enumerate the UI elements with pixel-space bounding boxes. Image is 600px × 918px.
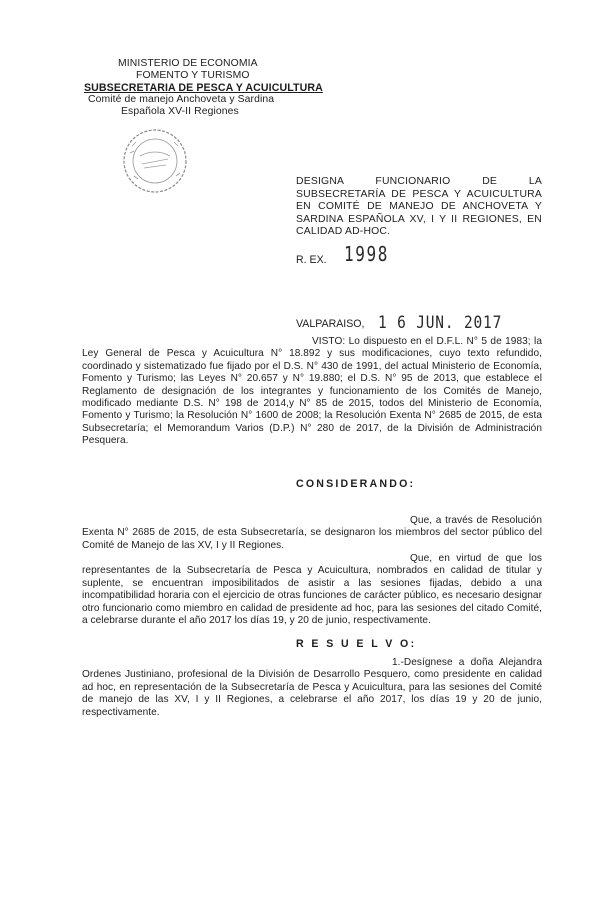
resuelvo-paragraph-1 xyxy=(82,657,542,719)
resolution-subject: DESIGNA FUNCIONARIO DE LA SUBSECRETARÍA DE PESCA Y ACUICULTURA EN COMITÉ DE MANEJO DE ANCHOVETA Y SARDINA ESPAÑOLA XV, I Y II REGIONES, EN CALIDAD AD-HOC. xyxy=(296,176,542,238)
subsecretaria-name: SUBSECRETARIA DE PESCA Y ACUICULTURA xyxy=(84,82,323,94)
considerando-paragraph-2 xyxy=(82,553,542,627)
date-stamp: 1 6 JUN. 2017 xyxy=(378,313,503,333)
committee-name: Comité de manejo Anchoveta y Sardina xyxy=(88,94,275,105)
considerando-text-1: Que, a través de Resolución Exenta N° 2685 de 2015, de esta Subsecretaría, se designaron los miembros del sector público del Comité de Manejo de las XV, I y II Regiones. xyxy=(82,515,542,551)
ministry-subtitle: FOMENTO Y TURISMO xyxy=(136,70,250,81)
resuelvo-text-1: 1.-Desígnese a doña Alejandra Ordenes Justiniano, profesional de la División de Desarrollo Pesquero, como presidente en calidad ad hoc, en representación de la Subsecretaría de Pesca y Acuicultura, para las sesiones del Comité de manejo de las XV, I y II Regiones, a celebrarse el año 2017, los días 19 y 20 de junio, respectivamente. xyxy=(82,657,542,718)
resuelvo-heading: R E S U E L V O: xyxy=(296,638,417,650)
official-seal-stamp-icon xyxy=(120,126,190,196)
visto-paragraph xyxy=(82,336,542,448)
visto-text: VISTO: Lo dispuesto en el D.F.L. N° 5 de 1983; la Ley General de Pesca y Acuicultura N° 18.892 y sus modificaciones, cuyo texto refundido, coordinado y sistematizado fue fijado por el D.S. N° 430 de 1991, del actual Ministerio de Economía, Fomento y Turismo; las Leyes N° 20.657 y N° 19.880; el D.S. N° 95 de 2013, que establece el Reglamento de designación de los integrantes y funcionamiento de los Comités de Manejo, modificado mediante D.S. N° 198 de 2014,y N° 85 de 2015, todos del Ministerio de Economía, Fomento y Turismo; la Resolución N° 1600 de 2008; la Resolución Exenta N° 2685 de 2015, de esta Subsecretaría; el Memorandum Varios (D.P.) N° 280 de 2017, de la División de Administración Pesquera. xyxy=(82,336,542,447)
resolution-number: 1998 xyxy=(344,242,389,266)
considerando-paragraph-1 xyxy=(82,515,542,552)
ministry-name: MINISTERIO DE ECONOMIA xyxy=(118,58,258,69)
letterhead xyxy=(80,58,340,118)
rex-label: R. EX. xyxy=(296,254,327,266)
committee-regions: Española XV-II Regiones xyxy=(121,106,239,117)
considerando-text-2: Que, en virtud de que los representantes de la Subsecretaría de Pesca y Acuicultura, nombrados en calidad de titular y suplente, se encuentran imposibilitados de asistir a las sesiones fijadas, debido a una incompatibilidad horaria con el ejercicio de otras funciones de carácter público, es necesario designar otro funcionario como miembro en calidad de presidente ad hoc, para las sesiones del citado Comité, a celebrarse durante el año 2017 los días 19, y 20 de junio, respectivamente. xyxy=(82,553,542,627)
considerando-heading: CONSIDERANDO: xyxy=(296,478,416,490)
city-label: VALPARAISO, xyxy=(296,318,365,330)
